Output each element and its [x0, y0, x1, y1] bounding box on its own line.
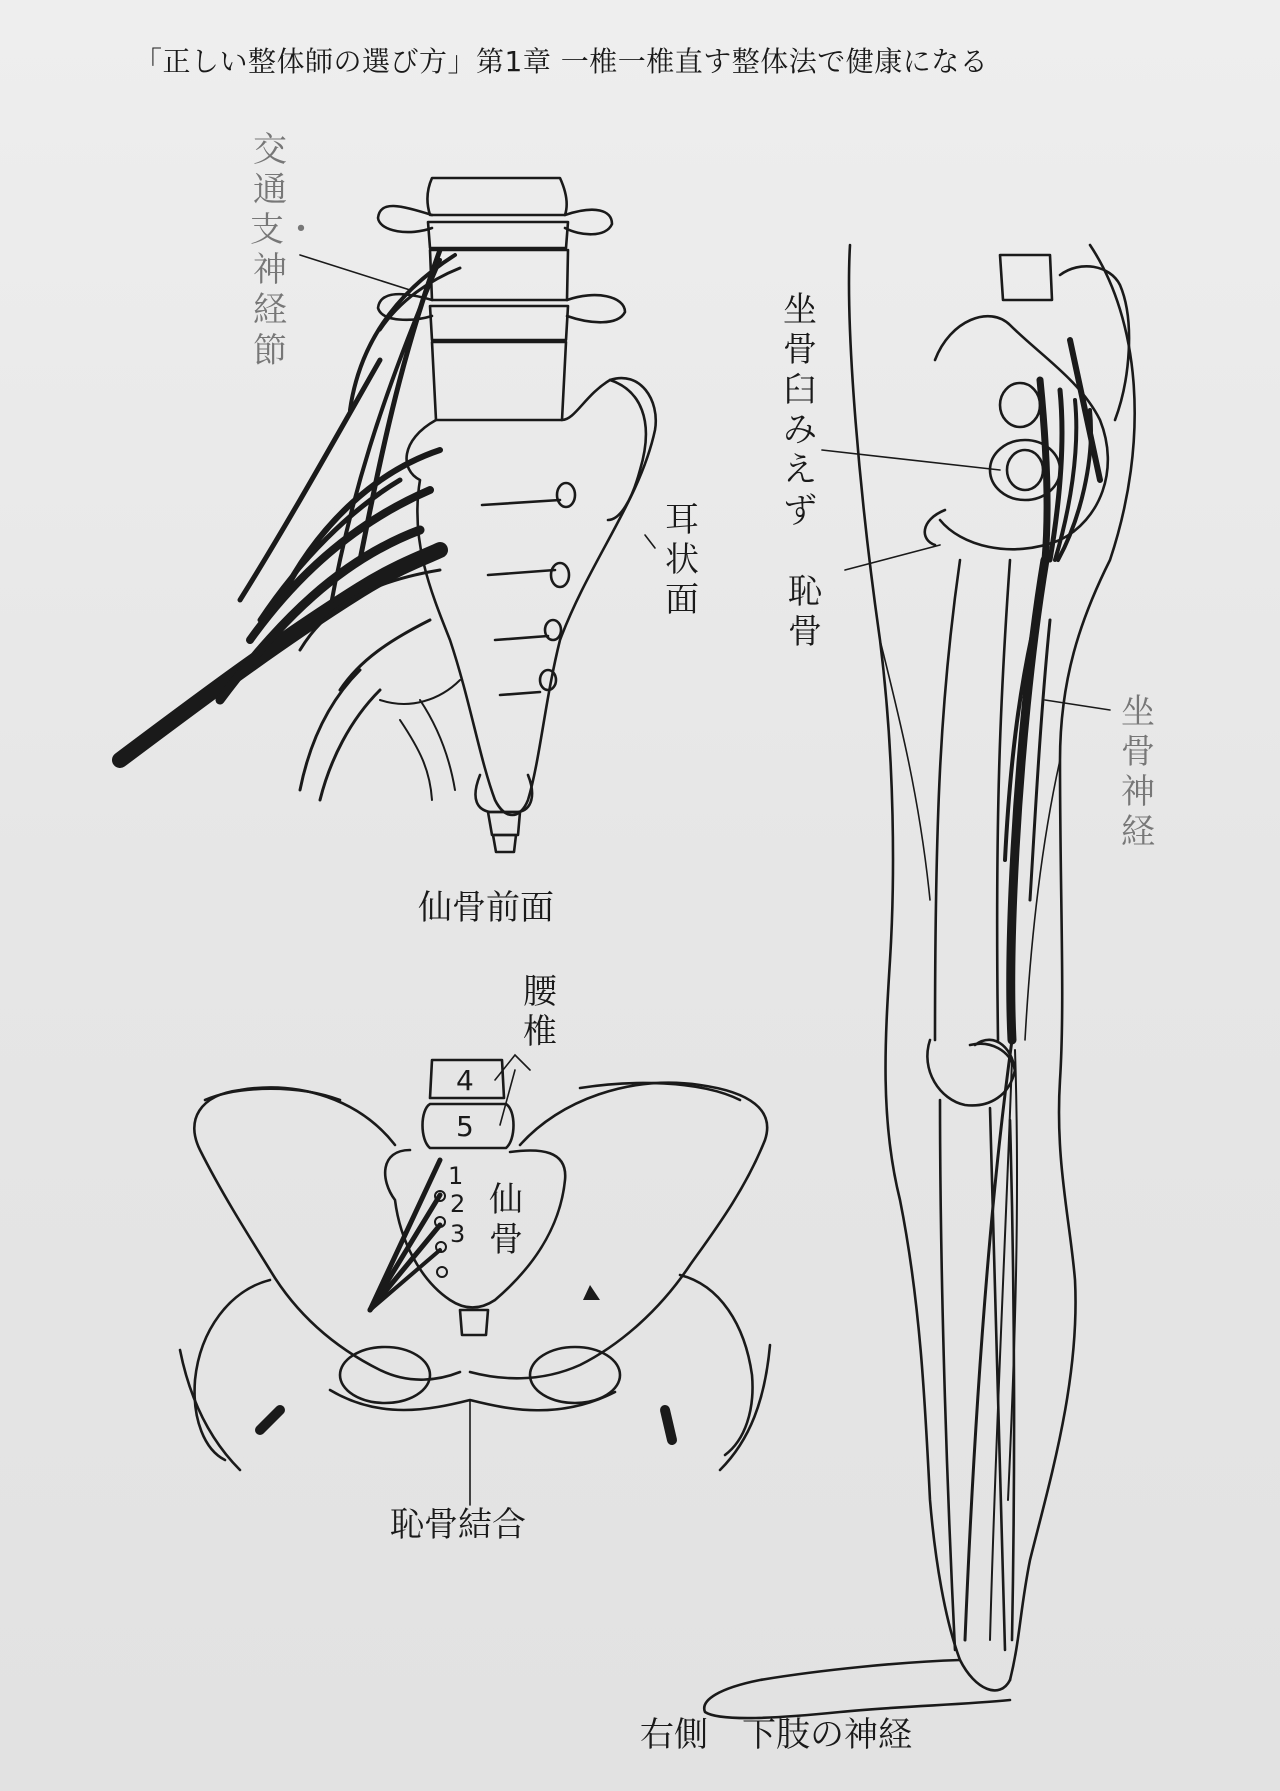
pubic-symphysis-label: 恥骨結合 [390, 1505, 526, 1545]
acetabulum-leader-line [822, 450, 1000, 470]
acetabulum-circle [1000, 383, 1040, 427]
ramus-ganglion-label: 交通支・神経節 [250, 130, 318, 371]
acetabulum-label: 坐骨臼みえず [783, 290, 817, 531]
sacrum-label: 仙骨 [489, 1180, 523, 1261]
leg-outline [704, 245, 1134, 1718]
sciatic-leader-line [1045, 700, 1110, 710]
pubis-leader-line [845, 545, 940, 570]
foramen-1-label: 1 [448, 1162, 464, 1190]
leg-caption: 右側 下肢の神経 [640, 1715, 912, 1755]
sacrum-front-caption: 仙骨前面 [418, 888, 554, 928]
book-header: 「正しい整体師の選び方」第1章 一椎一椎直す整体法で健康になる [134, 45, 989, 78]
foramen-3-label: 3 [450, 1220, 466, 1248]
vertebra-5-label: 5 [456, 1110, 474, 1143]
lumbar-label: 腰椎 [523, 972, 557, 1053]
pubis-label: 恥骨 [788, 572, 822, 653]
vertebra-4-label: 4 [456, 1064, 474, 1097]
foramen-2-label: 2 [450, 1190, 466, 1218]
sciatic-nerve-label: 坐骨神経 [1121, 692, 1155, 853]
sciatic-nerve [965, 340, 1100, 1640]
auricular-surface-label: 耳状面 [665, 500, 699, 621]
